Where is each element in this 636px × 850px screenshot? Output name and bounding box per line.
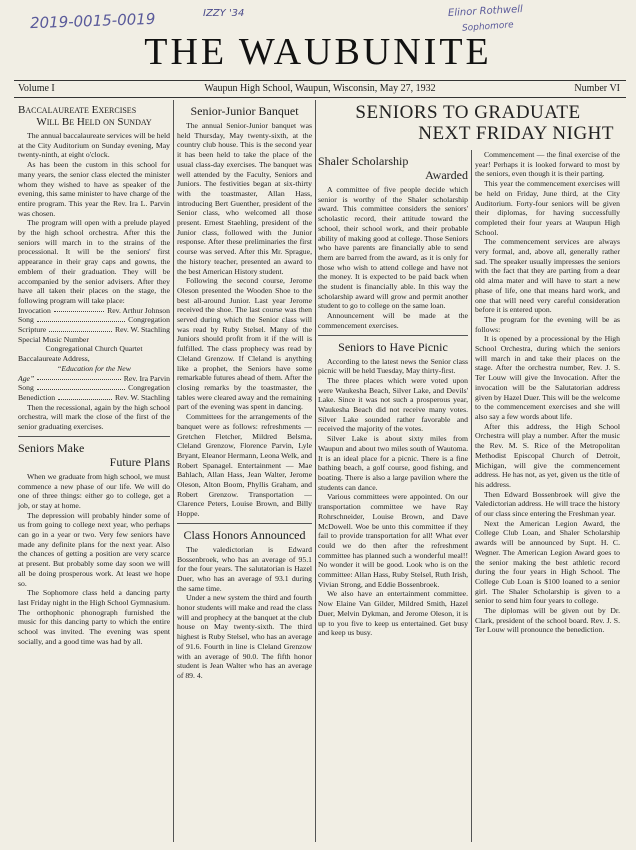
future-plans-paragraph: When we graduate from high school, we must commence a new phase of our life. We will do one of three things: either go to college, get a job, or stay at home. bbox=[18, 471, 170, 510]
masthead-rule-bottom bbox=[14, 97, 626, 98]
program-line: Congregational Church Quartet bbox=[45, 344, 143, 354]
shaler-headline-line2: Awarded bbox=[425, 168, 468, 182]
lead-story-banner bbox=[318, 100, 618, 148]
picnic-paragraph: We also have an entertainment committee. Now Elaine Van Gilder, Mildred Smith, Hazel Duer, Melvin Dykman, and Jerome Oleson, it is up to you five to keep us entertained. Get busy and keep us busy. bbox=[318, 589, 468, 638]
program-line: Invocation Rev. Arthur Johnson bbox=[18, 305, 170, 315]
honors-paragraph: The valedictorian is Edward Bossenbroek, who has an average of 95.1 for the four years. The salutatorian is Hazel Duer, who has an average of 93.1 during the same time. bbox=[177, 544, 312, 593]
baccalaureate-paragraph: Then the recessional, again by the high school orchestra, will mark the close of the first of the senior graduating exercises. bbox=[18, 402, 170, 432]
commencement-paragraph: After this address, the High School Orchestra will play a number. After the music the Rev. M. S. Rice of the Metropolitan Methodist Episcopal Church of Detroit, Michigan, will give the commencement address. He has not, as yet, given us the title of his address. bbox=[475, 421, 620, 489]
banquet-paragraph: Committees for the arrangements of the banquet were as follows: refreshments — Gretchen Fletcher, Mildred Belsma, Cleland Grenzow, Florence Parvin, Lyle Bryant, Eleanor Hermann, Leona Welk, and Robert Spanagel. Entertainment — Mae Bahlach, Allan Hass, Jean Walter, Jerome Oleson, Alton Boom, Phyllis Graham, and Robert Grenzow. Transportation — Clarence Peters, Louise Brown, and Billy Hoppe. bbox=[177, 412, 313, 519]
future-plans-headline-line2: Future Plans bbox=[109, 454, 170, 469]
column-1 bbox=[18, 100, 170, 646]
picnic-headline: Seniors to Have Picnic bbox=[338, 339, 448, 354]
volume-label: Volume I bbox=[18, 83, 55, 94]
baccalaureate-paragraph: As has been the custom in this school for many years, the senior class elected the minister whom they wished to have as speaker of the evening, this same minister to have charge of the entire program. This year the Rev. Ira L. Parvin was chosen. bbox=[18, 160, 170, 218]
sophomore-party-paragraph: The Sophomore class held a dancing party last Friday night in the High School Gymnasium. The orthophonic phonograph furnished the music for this dancing party to which the entire school was invited. The evening was spent socially, and a good time was had by all. bbox=[18, 588, 170, 646]
commencement-paragraph: Next the American Legion Award, the College Club Loan, and Shaler Scholarship awards will be announced by Supt. H. C. Wegner. The American Legion Award goes to the senior making the best athletic record during the four years in High School. The College Cub Loan is $100 loaned to a senior girl. The Shaler Scholarship is given to a senior to send him four years to college. bbox=[475, 518, 620, 606]
future-plans-paragraph: The depression will probably hinder some of us from going to college next year, who perhaps can go in a year or two. Very few seniors have made any definite plans for the next year. Also the chances of getting a position are very scarce at present. But probably some day soon we will all be doing prosperous work. At least we hope so. bbox=[18, 510, 170, 588]
shaler-paragraph: A committee of five people decide which senior is worthy of the Shaler scholarship award. This committee considers the seniors' scholastic record, their attitude toward the school, their school work, and their probable ability of making good at college. Those Seniors who have parents are financially able to send them are barred from the award, as it is only for those who wish to attend college and have not the money. It is expected to be paid back when the student is financially able. In this way the scholarship award will grow and permit another student to go to college on the same loan. bbox=[318, 185, 468, 311]
commencement-paragraph: The commencement services are always very formal, and, above all, generally rather sad. The speaker usually impresses the seniors with the fact that they are parting from a dear old alma mater and will have to start a new phase of life, one that means hard work, and one that will need very careful consideration before it is entered upon. bbox=[475, 237, 620, 315]
section-divider bbox=[177, 523, 312, 524]
picnic-paragraph: Silver Lake is about sixty miles from Waupun and about two miles south of Wautoma. It is an ideal place for a picnic. There is a fine bathing beach, a golf course, good fishing, and boating. There is also a large pavilion where the students can dance. bbox=[318, 434, 468, 492]
future-plans-headline bbox=[18, 441, 170, 469]
address-title: “Education for the New bbox=[57, 363, 131, 373]
program-line: Benediction Rev. W. Stachling bbox=[18, 392, 170, 402]
baccalaureate-headline bbox=[18, 104, 170, 128]
picnic-paragraph: Various committees were appointed. On our transportation committee we have Ray Rohrschneider, Louise Brown, and Dave McDowell. Woe be unto this committee if they fail to provide transportation for all! What ever could we do then after the refreshment committee has planned such a wonderful meal!! No wonder it will be good. Look who is on the committee: Allan Hass, Ruby Stelsel, Ruth Irish, Vivian Strong, and Eddie Bossenbroek. bbox=[318, 492, 468, 589]
shaler-headline-line1: Shaler Scholarship bbox=[318, 154, 409, 168]
masthead-title: THE WAUBUNITE bbox=[144, 31, 492, 73]
picnic-paragraph: The three places which were voted upon were Waukesha Beach, Silver Lake, and Devils' Lake. Since it was not such a prosperous year, Waukesha Beach did not receive many votes. Silver Lake sounded rather favorable and received the majority of the votes. bbox=[318, 375, 468, 434]
baccalaureate-headline-line2: Will Be Held on Sunday bbox=[36, 116, 152, 128]
dateline bbox=[14, 82, 626, 96]
column-rule bbox=[315, 100, 316, 842]
honors-paragraph: Under a new system the third and fourth honor students will make and read the class will and prophecy at the banquet at the club house on May twenty-sixth. The third highest is Ruby Stelsel, who has an average of 91.6. Fourth in line is Cleland Grenzow with an average of 90.0. The fifth honor student is Jean Walter who has an average of 89. 4. bbox=[177, 593, 312, 680]
handwritten-izzy-note: IZZY '34 bbox=[203, 8, 245, 19]
handwritten-owner-name: Elinor Rothwell bbox=[447, 4, 524, 19]
column-3 bbox=[318, 150, 468, 638]
honors-headline: Class Honors Announced bbox=[183, 527, 306, 542]
baccalaureate-paragraph: The annual baccalaureate services will be held at the City Auditorium on Sunday evening, May twenty-ninth, at eight o'clock. bbox=[18, 131, 170, 160]
program-line: Age” Rev. Ira Parvin bbox=[18, 373, 170, 383]
banquet-paragraph: The annual Senior-Junior banquet was held Thursday, May twenty-sixth, at the country club house. This is the second year it has been held to take the place of the usual class-day exercises. The banquet was well attended by the Faculty, Seniors and Juniors. The festivities began at six-thirty with the toastmaster, Allan Hass, introducing Bert Guenther, president of the Senior class, who welcomed all those present. Ernest Staehling, president of the Junior class, followed with the Junior response. After these preliminaries the first course was served. After this Mr. Sprague, the history teacher, presented an award to the best American History student. bbox=[177, 121, 312, 276]
commencement-paragraph: Commencement — the final exercise of the year! Perhaps it is looked forward to most by the seniors, even though it is their parting. bbox=[475, 150, 620, 179]
handwritten-accession-number: 2019-0015-0019 bbox=[29, 9, 156, 33]
handwritten-owner-class: Sophomore bbox=[461, 20, 514, 34]
dateline-text: Waupun High School, Waupun, Wisconsin, May 27, 1932 bbox=[204, 83, 436, 94]
masthead-rule-top bbox=[14, 80, 626, 81]
column-rule bbox=[471, 150, 472, 842]
issue-number: Number VI bbox=[574, 83, 620, 94]
program-line: Song Congregation bbox=[18, 315, 170, 325]
program-line: Special Music Number bbox=[18, 334, 89, 344]
commencement-paragraph: Then Edward Bossenbroek will give the Valedictorian address. He will trace the history of our class since entering the Freshman year. bbox=[475, 489, 620, 519]
picnic-paragraph: According to the latest news the Senior class picnic will be held Tuesday, May thirty-first. bbox=[318, 356, 468, 376]
program-line: Song Congregation bbox=[18, 383, 170, 393]
section-divider bbox=[318, 335, 468, 336]
commencement-paragraph: The program for the evening will be as follows: bbox=[475, 314, 620, 334]
banquet-paragraph: Following the second course, Jerome Oleson presented the Wooden Shoe to the best all-around Junior. Last year Jerome received the shoe. The last course was then served during which the Senior class will was read by Ruby Stelsel. Many of the Juniors should profit from it if the will is fulfilled. The class prophecy was read by Cleland Grenzow. If Cleland is anything like a prophet, the Seniors have some remarkable futures ahead of them. After the closing remarks by the toastmaster, the tables were cleared away and the remaining part of the evening was spent in dancing. bbox=[177, 276, 312, 412]
future-plans-headline-line1: Seniors Make bbox=[18, 440, 85, 455]
banner-headline bbox=[318, 102, 618, 144]
banner-headline-line1: SENIORS TO GRADUATE bbox=[355, 102, 581, 123]
program-line: Scripture Rev. W. Stachling bbox=[18, 325, 170, 335]
banner-headline-line2: NEXT FRIDAY NIGHT bbox=[418, 123, 614, 144]
column-rule bbox=[173, 100, 174, 842]
shaler-paragraph: Announcement will be made at the commencement exercises. bbox=[318, 311, 468, 330]
baccalaureate-headline-line1: Baccalaureate Exercises bbox=[18, 104, 137, 116]
banquet-headline: Senior-Junior Banquet bbox=[190, 104, 299, 118]
commencement-paragraph: It is opened by a processional by the High School Orchestra, during which the seniors will march in and take their places on the stage. After the orchestra number, Rev. J. S. Ter Louw will give the Invocation. After the invocation will be the Salutatorian address given by Hazel Duer. This will be the welcome to the commencement exercises and she will also say a few words about life. bbox=[475, 334, 620, 421]
commencement-paragraph: The diplomas will be given out by Dr. Clark, president of the school board. Rev. J. S. Ter Louw will pronounce the benediction. bbox=[475, 606, 620, 635]
commencement-paragraph: This year the commencement exercises will be held on Friday, June third, at the City Auditorium. Forty-four seniors will be given their diplomas, for having successfully completed their four years at Waupun High School. bbox=[475, 179, 620, 237]
column-2 bbox=[177, 100, 312, 681]
shaler-headline bbox=[318, 154, 468, 182]
program-line: Baccalaureate Address, bbox=[18, 354, 90, 364]
section-divider bbox=[18, 436, 170, 437]
baccalaureate-paragraph: The program will open with a prelude played by the high school orchestra. After this the seniors will march in to the strains of the processional. It will be the seniors' first appearance in their gray caps and gowns, the emblem of their graduation. They will be accompanied by the senior advisers. After they have all taken their places on the stage, the following program will take place: bbox=[18, 218, 170, 305]
column-4 bbox=[475, 150, 620, 635]
